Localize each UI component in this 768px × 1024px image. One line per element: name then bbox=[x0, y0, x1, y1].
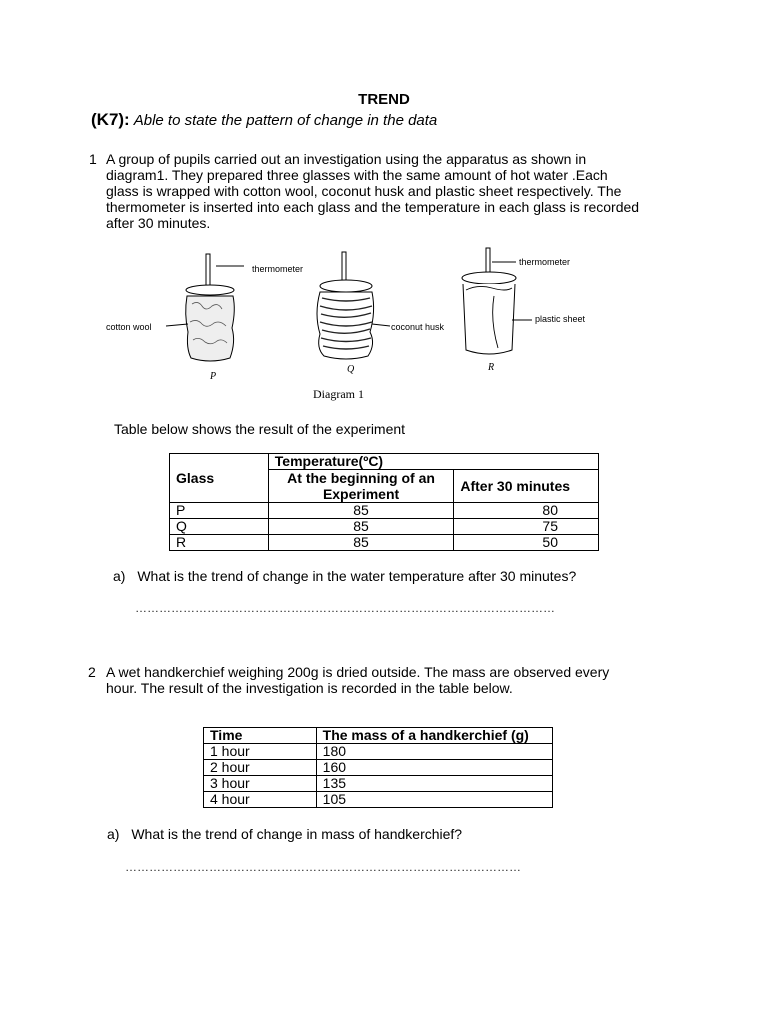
table-row bbox=[170, 503, 599, 519]
cell-after: 50 bbox=[454, 535, 599, 551]
cell-begin: 85 bbox=[268, 535, 454, 551]
question-2-line: hour. The result of the investigation is recorded in the table below. bbox=[106, 680, 513, 696]
question-2-number: 2 bbox=[88, 664, 96, 680]
answer-line-2[interactable]: ……………………………………………………………………………………… bbox=[125, 860, 521, 874]
question-2a-text: What is the trend of change in mass of handkerchief? bbox=[131, 826, 463, 842]
cell-time: 4 hour bbox=[204, 792, 317, 808]
table-row bbox=[204, 760, 553, 776]
thermometer-label: thermometer bbox=[519, 257, 571, 267]
question-1-line: A group of pupils carried out an investigation using the apparatus as shown in bbox=[106, 151, 587, 167]
glass-q-illustration bbox=[317, 252, 390, 359]
question-1-line: thermometer is inserted into each glass and the temperature in each glass is recorded bbox=[106, 199, 640, 215]
question-2a-label: a) bbox=[107, 826, 120, 842]
glass-p-letter: P bbox=[210, 371, 217, 382]
answer-line-1[interactable]: …………………………………………………………………………………………… bbox=[135, 601, 555, 615]
thermometer-label: thermometer bbox=[252, 264, 304, 274]
mass-table bbox=[203, 727, 553, 808]
cell-after: 80 bbox=[454, 503, 599, 519]
page-title: TREND bbox=[358, 91, 410, 108]
cell-glass: P bbox=[170, 503, 269, 519]
cell-after: 75 bbox=[454, 519, 599, 535]
header-temperature: Temperature(ºC) bbox=[268, 454, 598, 470]
apparatus-diagram bbox=[94, 244, 606, 408]
temperature-table bbox=[169, 453, 599, 551]
skill-code: (K7): bbox=[91, 110, 130, 129]
question-2a bbox=[107, 826, 462, 842]
header-time: Time bbox=[204, 728, 317, 744]
cell-glass: R bbox=[170, 535, 269, 551]
glass-q-letter: Q bbox=[347, 364, 355, 375]
table-row bbox=[170, 519, 599, 535]
question-1a-text: What is the trend of change in the water temperature after 30 minutes? bbox=[137, 568, 577, 584]
header-glass: Glass bbox=[170, 454, 269, 503]
cell-begin: 85 bbox=[268, 519, 454, 535]
question-1-text bbox=[106, 151, 666, 231]
question-1a-label: a) bbox=[113, 568, 126, 584]
cell-begin: 85 bbox=[268, 503, 454, 519]
cell-mass: 135 bbox=[316, 776, 552, 792]
cell-time: 2 hour bbox=[204, 760, 317, 776]
glass-r-letter: R bbox=[488, 362, 495, 373]
cell-glass: Q bbox=[170, 519, 269, 535]
header-after: After 30 minutes bbox=[454, 470, 599, 503]
cell-time: 3 hour bbox=[204, 776, 317, 792]
cell-mass: 160 bbox=[316, 760, 552, 776]
table-intro: Table below shows the result of the experiment bbox=[114, 421, 406, 437]
cell-time: 1 hour bbox=[204, 744, 317, 760]
question-1-number: 1 bbox=[89, 151, 97, 167]
table-row bbox=[204, 776, 553, 792]
skill-heading bbox=[91, 110, 437, 130]
header-beginning: At the beginning of an Experiment bbox=[268, 470, 454, 503]
question-1-line: glass is wrapped with cotton wool, coconut husk and plastic sheet respectively. The bbox=[106, 183, 622, 199]
skill-description: Able to state the pattern of change in the data bbox=[133, 112, 438, 129]
question-1-line: diagram1. They prepared three glasses with the same amount of hot water .Each bbox=[106, 167, 608, 183]
question-2-text bbox=[106, 664, 666, 696]
table-row bbox=[170, 535, 599, 551]
header-mass: The mass of a handkerchief (g) bbox=[316, 728, 552, 744]
table-row bbox=[204, 792, 553, 808]
glass-p-illustration bbox=[166, 254, 244, 361]
question-1a bbox=[113, 568, 576, 584]
cell-mass: 105 bbox=[316, 792, 552, 808]
cotton-wool-label: cotton wool bbox=[106, 322, 152, 332]
plastic-sheet-label: plastic sheet bbox=[535, 314, 586, 324]
question-1-line: after 30 minutes. bbox=[106, 215, 211, 231]
cell-mass: 180 bbox=[316, 744, 552, 760]
question-2-line: A wet handkerchief weighing 200g is dried outside. The mass are observed every bbox=[106, 664, 610, 680]
table-row bbox=[204, 744, 553, 760]
coconut-husk-label: coconut husk bbox=[391, 322, 445, 332]
diagram-caption: Diagram 1 bbox=[313, 387, 364, 401]
